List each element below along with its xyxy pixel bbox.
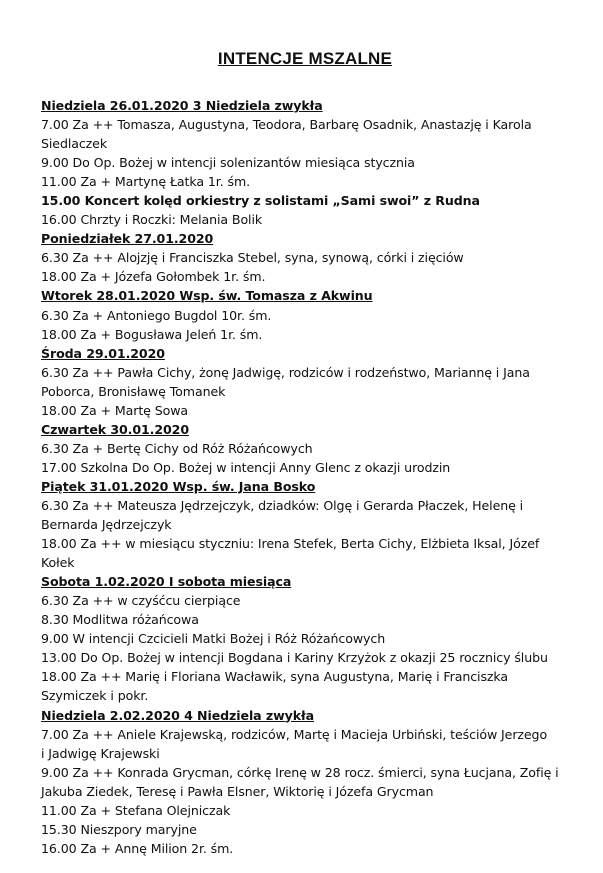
intention-line: 13.00 Do Op. Bożej w intencji Bogdana i Kariny Krzyżok z okazji 25 rocznicy ślubu xyxy=(41,650,548,666)
intention-line: 18.00 Za + Bogusława Jeleń 1r. śm. xyxy=(41,326,263,342)
intention-line: 9.00 W intencji Czcicieli Matki Bożej i Róż Różańcowych xyxy=(41,631,386,647)
day-heading: Środa 29.01.2020 xyxy=(41,345,165,361)
intention-line: Siedlaczek xyxy=(41,136,108,152)
mass-intentions-list xyxy=(41,96,569,858)
day-heading: Niedziela 26.01.2020 3 Niedziela zwykła xyxy=(41,98,323,113)
intention-line: 6.30 Za ++ Pawła Cichy, żonę Jadwigę, rodziców i rodzeństwo, Mariannę i Jana xyxy=(41,364,530,380)
intention-line: 17.00 Szkolna Do Op. Bożej w intencji Anny Glenc z okazji urodzin xyxy=(41,459,451,475)
intention-line: 16.00 Chrzty i Roczki: Melania Bolik xyxy=(41,212,263,228)
day-heading: Sobota 1.02.2020 I sobota miesiąca xyxy=(41,574,292,590)
intention-line: 9.00 Za ++ Konrada Grycman, córkę Irenę w 28 rocz. śmierci, syna Łucjana, Zofię i xyxy=(41,764,559,780)
intention-line: 6.30 Za + Antoniego Bugdol 10r. śm. xyxy=(41,307,272,323)
intention-line: 7.00 Za ++ Tomasza, Augustyna, Teodora, Barbarę Osadnik, Anastazję i Karola xyxy=(41,117,532,133)
intention-line: 18.00 Za + Martę Sowa xyxy=(41,402,189,418)
intention-line: Jakuba Ziedek, Teresę i Pawła Elsner, Wiktorię i Józefa Grycman xyxy=(41,783,434,799)
intention-line: 18.00 Za + Józefa Gołombek 1r. śm. xyxy=(41,269,266,285)
intention-line: 6.30 Za ++ w czyśćcu cierpiące xyxy=(41,593,241,609)
intention-line: Kołek xyxy=(41,555,75,571)
intention-line: 18.00 Za ++ Marię i Floriana Wacławik, syna Augustyna, Marię i Franciszka xyxy=(41,669,509,685)
intention-line: 8.30 Modlitwa różańcowa xyxy=(41,612,199,628)
intention-line: Szymiczek i pokr. xyxy=(41,688,149,704)
intention-line: 6.30 Za + Bertę Cichy od Róż Różańcowych xyxy=(41,440,313,456)
event-line: 15.00 Koncert kolęd orkiestry z solistami „Sami swoi” z Rudna xyxy=(41,193,480,209)
intention-line: i Jadwigę Krajewski xyxy=(41,745,160,761)
intention-line: 9.00 Do Op. Bożej w intencji solenizantów miesiąca stycznia xyxy=(41,155,415,171)
page-title: INTENCJE MSZALNE xyxy=(217,49,393,68)
day-heading: Niedziela 2.02.2020 4 Niedziela zwykła xyxy=(41,707,314,723)
intention-line: 15.30 Nieszpory maryjne xyxy=(41,821,197,837)
intention-line: Poborca, Bronisławę Tomanek xyxy=(41,383,226,399)
intention-line: 11.00 Za + Martynę Łatka 1r. śm. xyxy=(41,174,251,190)
day-heading: Poniedziałek 27.01.2020 xyxy=(41,231,214,247)
intention-line: 16.00 Za + Annę Milion 2r. śm. xyxy=(41,840,234,856)
intention-line: Bernarda Jędrzejczyk xyxy=(41,517,172,533)
intention-line: 6.30 Za ++ Mateusza Jędrzejczyk, dziadków: Olgę i Gerarda Płaczek, Helenę i xyxy=(41,497,524,513)
intention-line: 7.00 Za ++ Aniele Krajewską, rodziców, Martę i Macieja Urbiński, teściów Jerzego xyxy=(41,726,548,742)
intention-line: 11.00 Za + Stefana Olejniczak xyxy=(41,802,231,818)
day-heading: Wtorek 28.01.2020 Wsp. św. Tomasza z Akwinu xyxy=(41,288,373,304)
intention-line: 6.30 Za ++ Alojzję i Franciszka Stebel, syna, synową, córki i zięciów xyxy=(41,250,464,266)
intention-line: 18.00 Za ++ w miesiącu styczniu: Irena Stefek, Berta Cichy, Elżbieta Iksal, Józef xyxy=(41,536,540,552)
day-heading: Czwartek 30.01.2020 xyxy=(41,421,190,437)
day-heading: Piątek 31.01.2020 Wsp. św. Jana Bosko xyxy=(41,478,316,494)
